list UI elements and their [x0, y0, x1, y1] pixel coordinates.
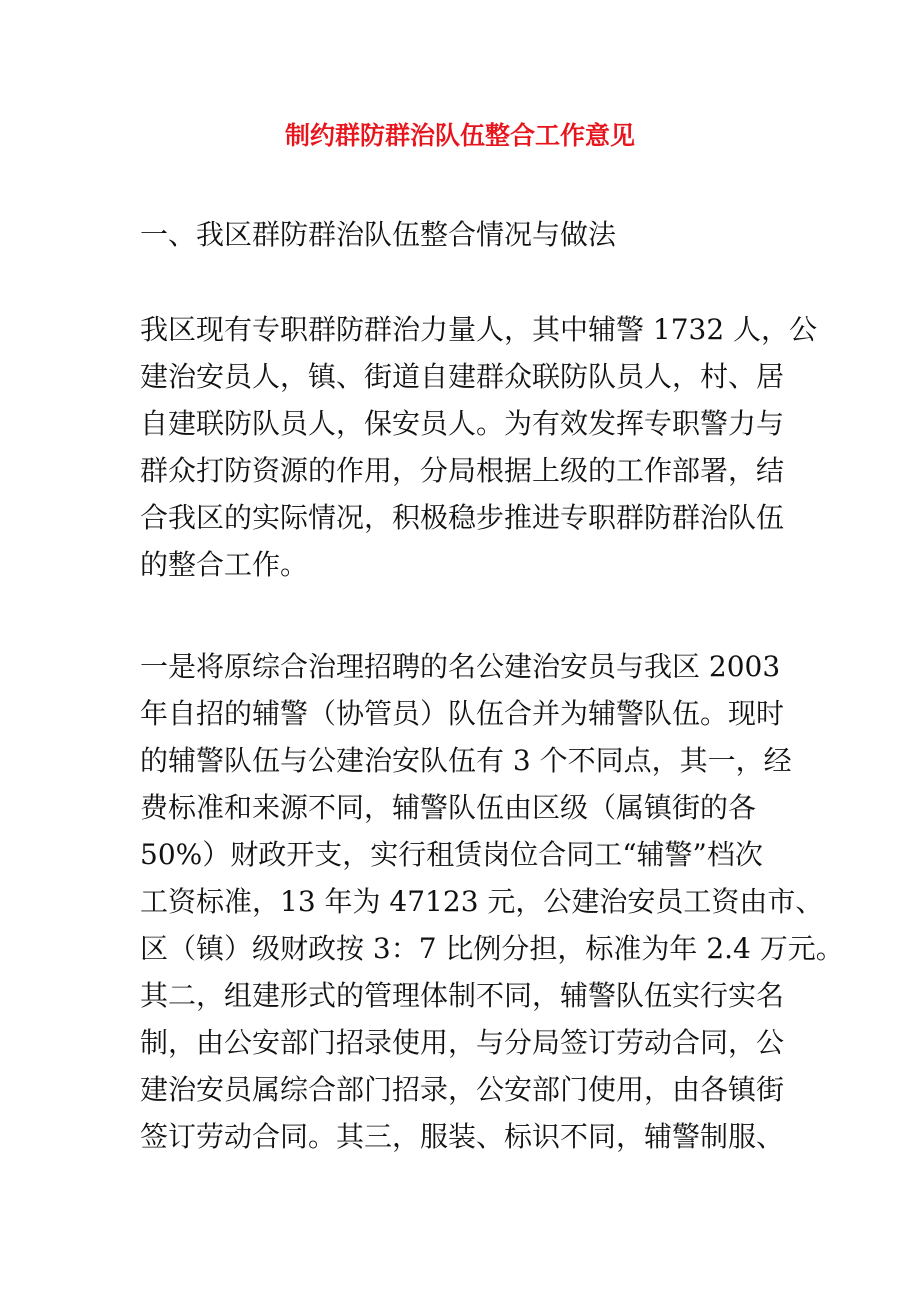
paragraph-line: 的整合工作。: [140, 548, 309, 581]
paragraph-2: [140, 643, 844, 1160]
paragraph-line: 制，由公安部门招录使用，与分局签订劳动合同，公: [140, 1026, 785, 1059]
paragraph-line: 一是将原综合治理招聘的名公建治安员与我区 2003: [140, 650, 781, 683]
paragraph-line: 自建联防队员人，保安员人。为有效发挥专职警力与: [140, 407, 785, 440]
paragraph-line: 建治安员人，镇、街道自建群众联防队员人，村、居: [140, 360, 785, 393]
paragraph-line: 群众打防资源的作用，分局根据上级的工作部署，结: [140, 454, 785, 487]
paragraph-line: 费标准和来源不同，辅警队伍由区级（属镇街的各: [140, 791, 757, 824]
paragraph-line: 合我区的实际情况，积极稳步推进专职群防群治队伍: [140, 501, 785, 534]
paragraph-line: 区（镇）级财政按 3：7 比例分担，标准为年 2.4 万元。: [140, 932, 844, 965]
paragraph-line: 年自招的辅警（协管员）队伍合并为辅警队伍。现时: [140, 697, 785, 730]
section-heading: 一、我区群防群治队伍整合情况与做法: [140, 218, 617, 251]
paragraph-line: 建治安员属综合部门招录，公安部门使用，由各镇街: [140, 1073, 785, 1106]
paragraph-line: 工资标准，13 年为 47123 元，公建治安员工资由市、: [140, 885, 824, 918]
paragraph-line: 的辅警队伍与公建治安队伍有 3 个不同点，其一，经: [140, 744, 792, 777]
paragraph-line: 我区现有专职群防群治力量人，其中辅警 1732 人，公: [140, 313, 818, 346]
paragraph-line: 签订劳动合同。其三，服装、标识不同，辅警制服、: [140, 1120, 785, 1153]
paragraph-1: [140, 306, 817, 588]
paragraph-line: 50%）财政开支，实行租赁岗位合同工“辅警”档次: [140, 838, 763, 871]
paragraph-line: 其二，组建形式的管理体制不同，辅警队伍实行实名: [140, 979, 785, 1012]
document-title: 制约群防群治队伍整合工作意见: [284, 121, 635, 150]
